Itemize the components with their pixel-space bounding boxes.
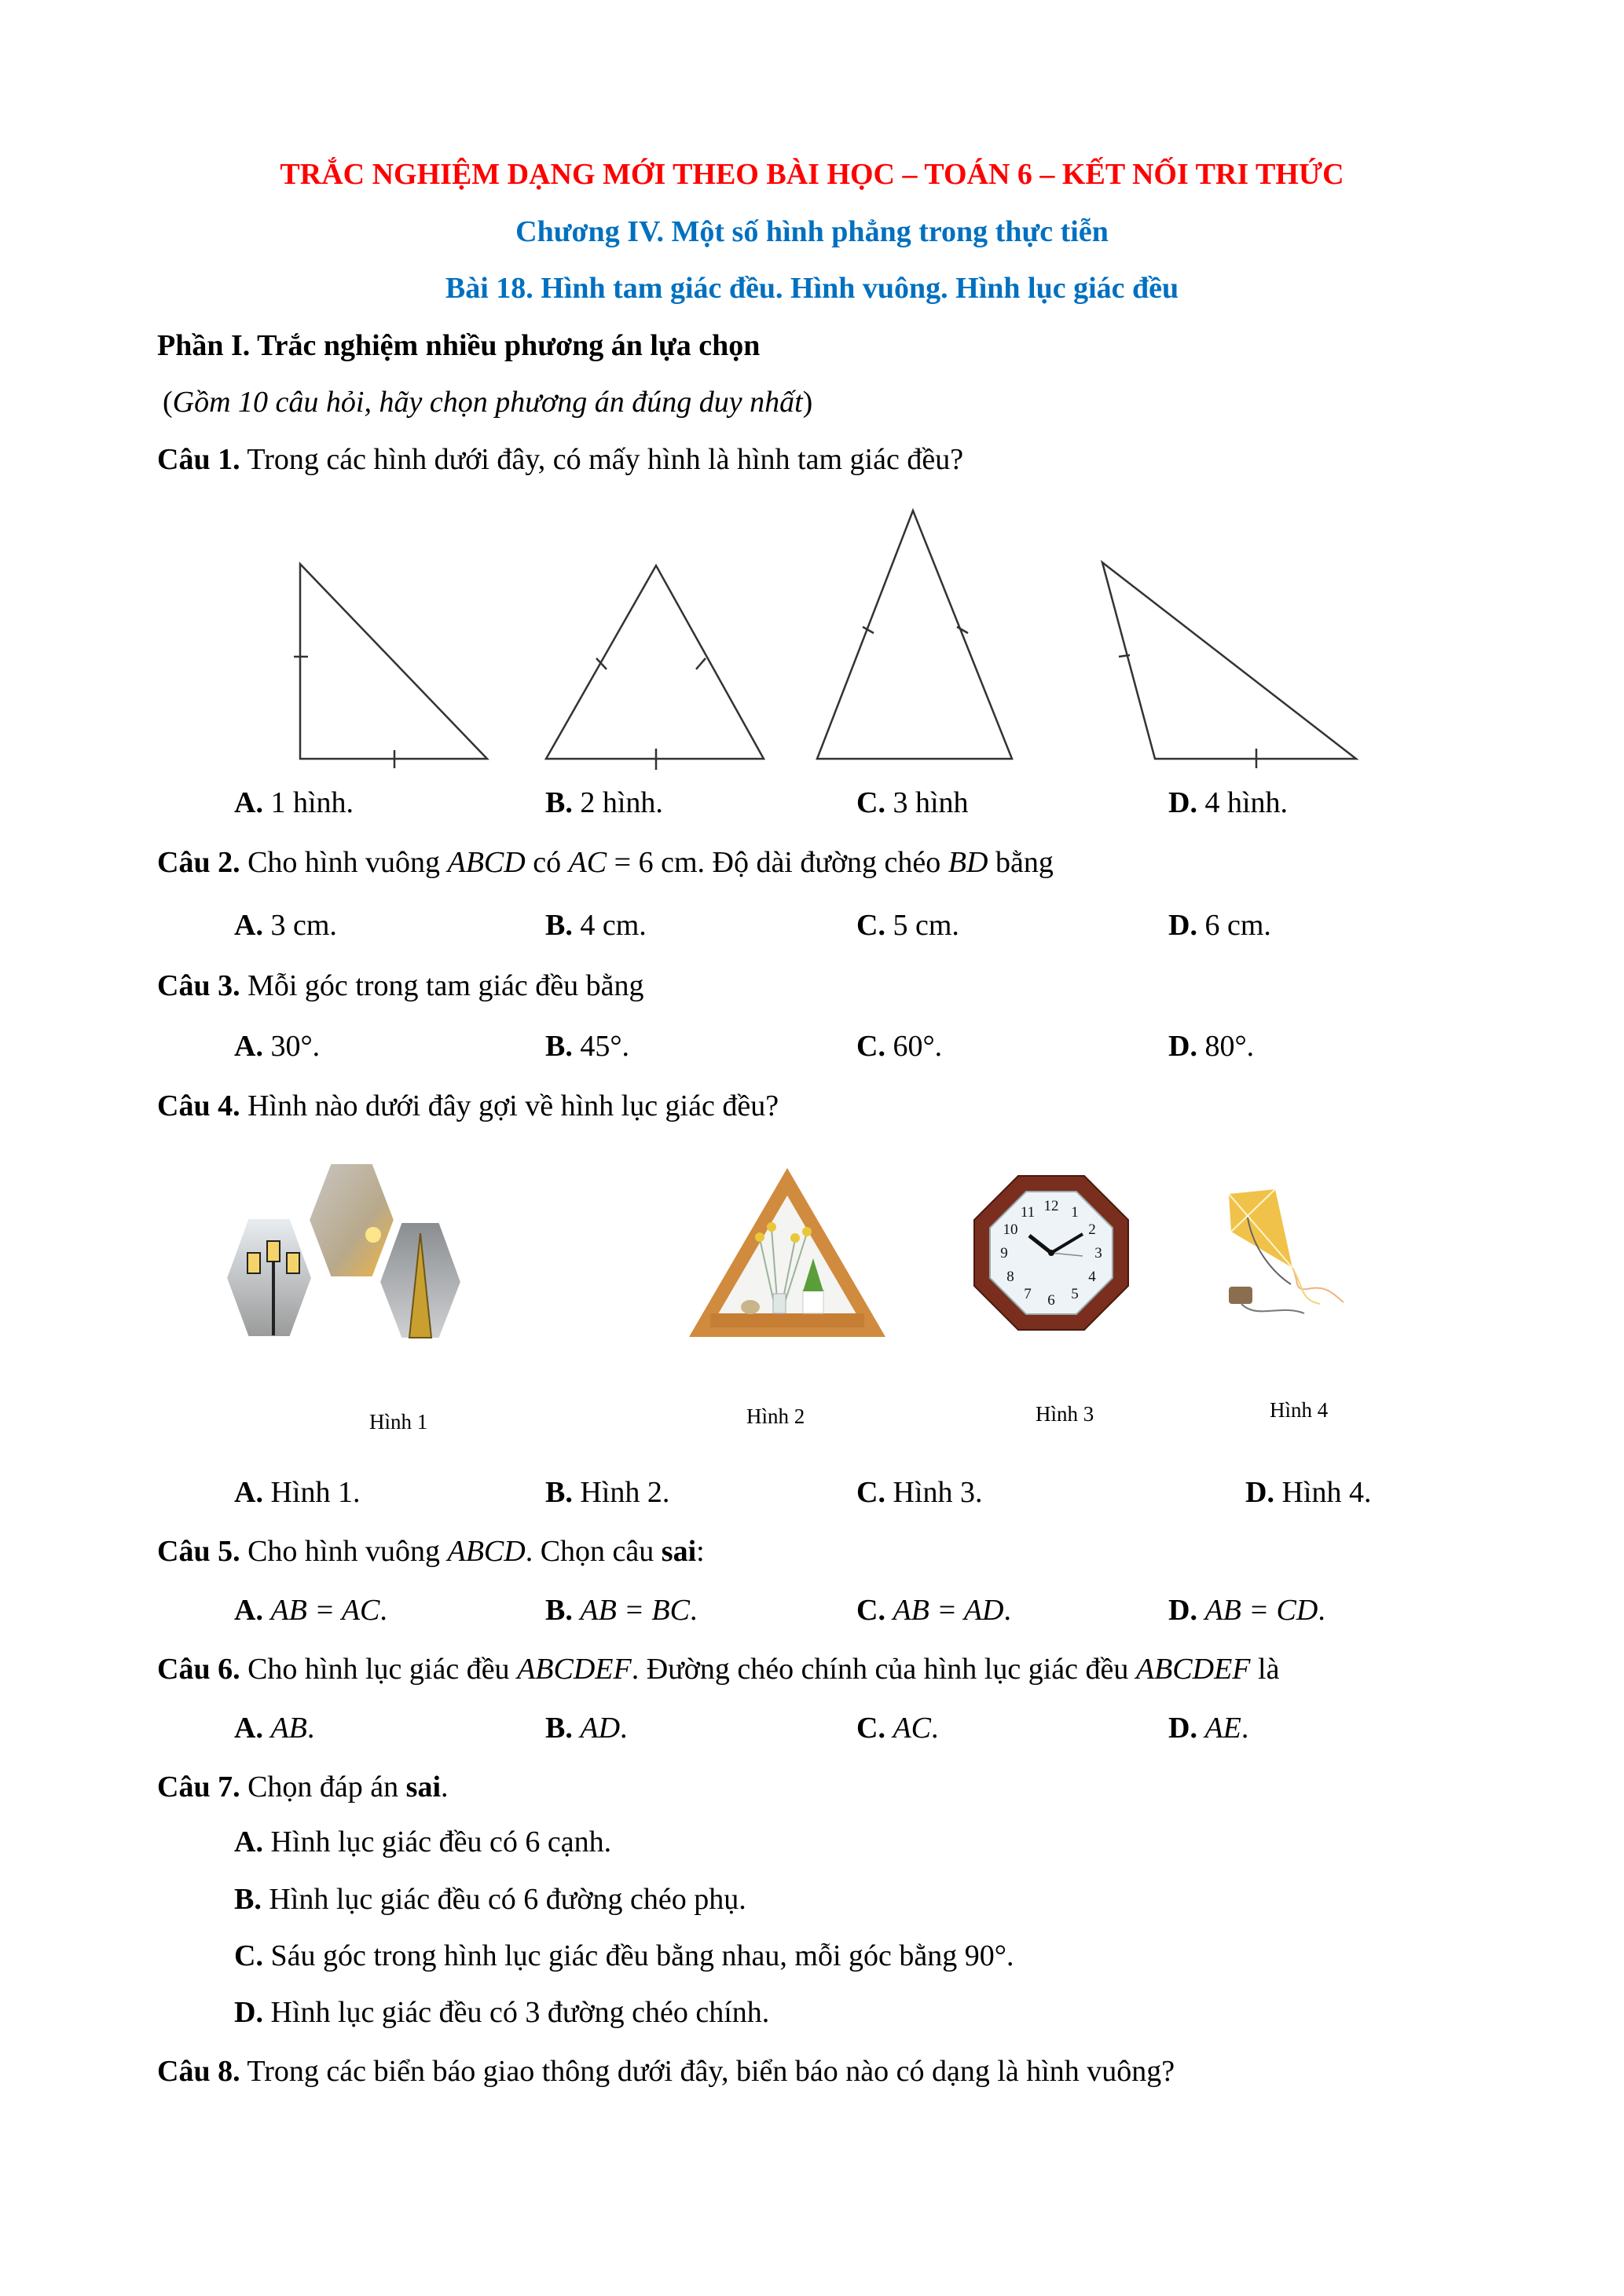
option-4a[interactable]: A. Hình 1. [234, 1476, 361, 1509]
option-6b[interactable]: B. AD. [545, 1712, 628, 1745]
triangle-equilateral [546, 566, 764, 759]
caption-hinh-1: Hình 1 [369, 1410, 428, 1434]
option-3b[interactable]: B. 45°. [545, 1030, 630, 1063]
chapter-title: Chương IV. Một số hình phẳng trong thực tiễn [515, 215, 1109, 248]
clock-numeral: 10 [1003, 1221, 1018, 1238]
question-5: Câu 5. Cho hình vuông ABCD. Chọn câu sai: [157, 1535, 705, 1568]
part-title: Phần I. Trắc nghiệm nhiều phương án lựa chọn [157, 329, 761, 362]
option-2b[interactable]: B. 4 cm. [545, 909, 647, 942]
option-2d[interactable]: D. 6 cm. [1168, 909, 1271, 942]
octagon-clock-icon [973, 1174, 1130, 1331]
hexagon-photos-icon [224, 1159, 609, 1347]
caption-hinh-2: Hình 2 [746, 1404, 805, 1428]
document-title: TRẮC NGHIỆM DẠNG MỚI THEO BÀI HỌC – TOÁN 6 – KẾT NỐI TRI THỨC [280, 158, 1344, 191]
clock-numeral: 3 [1094, 1245, 1102, 1262]
option-1b[interactable]: B. 2 hình. [545, 786, 663, 819]
part-note: (Gồm 10 câu hỏi, hãy chọn phương án đúng duy nhất) [163, 386, 813, 419]
question-label: Câu 8. [157, 2055, 240, 2088]
option-2c[interactable]: C. 5 cm. [856, 909, 959, 942]
option-4d[interactable]: D. Hình 4. [1245, 1476, 1372, 1509]
lesson-title: Bài 18. Hình tam giác đều. Hình vuông. Hình lục giác đều [445, 272, 1179, 305]
option-1d[interactable]: D. 4 hình. [1168, 786, 1289, 819]
clock-numeral: 6 [1047, 1292, 1055, 1309]
clock-numeral: 11 [1020, 1204, 1036, 1221]
question-label: Câu 2. [157, 846, 240, 879]
clock-numeral: 9 [1000, 1245, 1008, 1262]
clock-numeral: 7 [1024, 1286, 1032, 1302]
option-1c[interactable]: C. 3 hình [856, 786, 969, 819]
triangle-isosceles [817, 511, 1012, 759]
question-label: Câu 1. [157, 443, 240, 476]
option-5c[interactable]: C. AB = AD. [856, 1594, 1011, 1627]
option-5a[interactable]: A. AB = AC. [234, 1594, 387, 1627]
option-5b[interactable]: B. AB = BC. [545, 1594, 698, 1627]
kite-icon [1226, 1186, 1383, 1324]
option-3a[interactable]: A. 30°. [234, 1030, 321, 1063]
option-3c[interactable]: C. 60°. [856, 1030, 943, 1063]
question-label: Câu 4. [157, 1089, 240, 1122]
question-3: Câu 3. Mỗi góc trong tam giác đều bằng [157, 969, 644, 1002]
clock-numeral: 12 [1043, 1198, 1059, 1214]
question-label: Câu 7. [157, 1771, 240, 1803]
triangle-shelf-icon [685, 1164, 889, 1345]
option-7d[interactable]: D. Hình lục giác đều có 3 đường chéo chính. [234, 1996, 770, 2029]
option-5d[interactable]: D. AB = CD. [1168, 1594, 1325, 1627]
clock-numeral: 1 [1071, 1204, 1079, 1221]
option-4b[interactable]: B. Hình 2. [545, 1476, 670, 1509]
question-label: Câu 5. [157, 1535, 240, 1568]
question-label: Câu 3. [157, 969, 240, 1002]
option-6d[interactable]: D. AE. [1168, 1712, 1249, 1745]
triangle-scalene [1102, 562, 1356, 759]
question-6: Câu 6. Cho hình lục giác đều ABCDEF. Đường chéo chính của hình lục giác đều ABCDEF là [157, 1653, 1280, 1686]
option-3d[interactable]: D. 80°. [1168, 1030, 1255, 1063]
question-8: Câu 8. Trong các biển báo giao thông dưới đây, biển báo nào có dạng là hình vuông? [157, 2055, 1175, 2088]
option-6a[interactable]: A. AB. [234, 1712, 315, 1745]
clock-numeral: 5 [1071, 1286, 1079, 1302]
question-label: Câu 6. [157, 1653, 240, 1686]
triangle-right [300, 564, 487, 759]
question-4: Câu 4. Hình nào dưới đây gợi về hình lục giác đều? [157, 1089, 779, 1122]
clock-numeral: 2 [1088, 1221, 1096, 1238]
triangles-figure [0, 0, 1624, 785]
option-2a[interactable]: A. 3 cm. [234, 909, 337, 942]
question-2: Câu 2. Cho hình vuông ABCD có AC = 6 cm. Độ dài đường chéo BD bằng [157, 846, 1054, 879]
option-6c[interactable]: C. AC. [856, 1712, 939, 1745]
option-7b[interactable]: B. Hình lục giác đều có 6 đường chéo phụ. [234, 1883, 746, 1916]
question-1: Câu 1. Trong các hình dưới đây, có mấy hình là hình tam giác đều? [157, 443, 964, 476]
clock-numeral: 4 [1088, 1269, 1096, 1285]
option-4c[interactable]: C. Hình 3. [856, 1476, 983, 1509]
option-1a[interactable]: A. 1 hình. [234, 786, 354, 819]
caption-hinh-4: Hình 4 [1270, 1398, 1329, 1422]
option-7a[interactable]: A. Hình lục giác đều có 6 cạnh. [234, 1825, 612, 1858]
caption-hinh-3: Hình 3 [1036, 1402, 1094, 1426]
clock-numeral: 8 [1006, 1269, 1014, 1285]
option-7c[interactable]: C. Sáu góc trong hình lục giác đều bằng nhau, mỗi góc bằng 90°. [234, 1939, 1014, 1972]
question-7: Câu 7. Chọn đáp án sai. [157, 1771, 449, 1803]
